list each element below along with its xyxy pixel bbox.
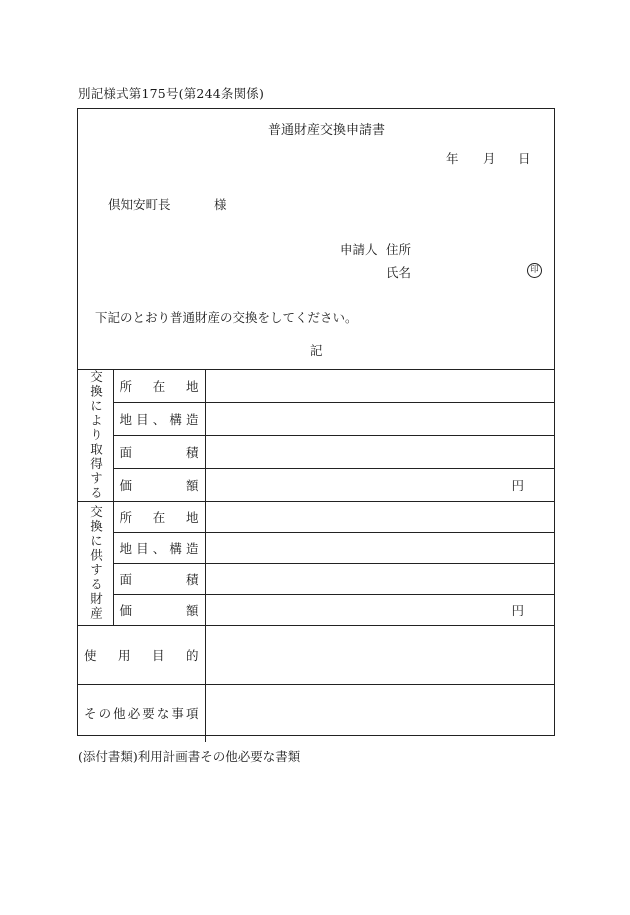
form-title: 普通財産交換申請書: [268, 123, 386, 138]
date-month-label: 月: [483, 151, 496, 166]
table-row: [78, 436, 554, 469]
area-label-cell: [113, 436, 205, 469]
price-label-cell: [113, 594, 205, 625]
acquire-price-value[interactable]: [205, 468, 554, 501]
purpose-label: 使 用 目 的: [84, 647, 199, 663]
yen-unit: 円: [511, 602, 524, 618]
ki-marker: 記: [310, 343, 323, 358]
area-label: 面 積: [119, 444, 199, 460]
property-table: [78, 370, 554, 742]
price-label: 価 額: [119, 602, 199, 618]
date-year-label: 年: [446, 151, 459, 166]
recipient-name: 倶知安町長: [108, 197, 171, 212]
table-row: [78, 468, 554, 501]
purpose-value[interactable]: [205, 625, 554, 684]
acquire-location-value[interactable]: [205, 370, 554, 403]
table-row: [78, 684, 554, 742]
applicant-label: 申請人: [340, 242, 378, 257]
acquire-group-label: 交換により取得する: [88, 370, 104, 501]
acquire-area-value[interactable]: [205, 436, 554, 469]
price-label: 価 額: [119, 477, 199, 493]
acquire-land-category-value[interactable]: [205, 403, 554, 436]
seal-mark-icon: 印: [527, 263, 542, 278]
price-label-cell: [113, 468, 205, 501]
request-statement: 下記のとおり普通財産の交換をしてください。: [95, 310, 358, 325]
location-label: 所 在 地: [119, 509, 199, 525]
form-number: 別記様式第175号(第244条関係): [78, 86, 265, 101]
table-row: [78, 625, 554, 684]
area-label: 面 積: [119, 571, 199, 587]
attachment-note: (添付書類)利用計画書その他必要な書類: [78, 749, 301, 764]
area-label-cell: [113, 563, 205, 594]
yen-unit: 円: [511, 477, 524, 493]
table-row: [78, 532, 554, 563]
provide-land-category-value[interactable]: [205, 532, 554, 563]
date-day-label: 日: [518, 151, 531, 166]
land-category-label: 地 目 、 構 造: [119, 412, 199, 428]
application-form: [77, 108, 555, 736]
address-label: 住所: [386, 242, 412, 257]
form-header: [78, 109, 554, 370]
land-category-label-cell: [113, 403, 205, 436]
provide-area-value[interactable]: [205, 563, 554, 594]
acquire-group-cell: [78, 370, 113, 501]
other-matters-value[interactable]: [205, 684, 554, 742]
provide-group-label: 交換に供する財産: [88, 505, 104, 621]
location-label: 所 在 地: [119, 379, 199, 395]
land-category-label-cell: [113, 532, 205, 563]
provide-price-value[interactable]: [205, 594, 554, 625]
name-label: 氏名: [386, 265, 412, 280]
other-matters-label: そ の 他 必 要 な 事 項: [84, 706, 199, 722]
table-row: [78, 563, 554, 594]
table-row: [78, 501, 554, 532]
recipient-honorific: 様: [214, 197, 227, 212]
purpose-label-cell: [78, 625, 205, 684]
land-category-label: 地 目 、 構 造: [119, 540, 199, 556]
table-row: [78, 594, 554, 625]
table-row: [78, 370, 554, 403]
location-label-cell: [113, 370, 205, 403]
provide-group-cell: [78, 501, 113, 625]
other-matters-label-cell: [78, 684, 205, 742]
location-label-cell: [113, 501, 205, 532]
table-row: [78, 403, 554, 436]
provide-location-value[interactable]: [205, 501, 554, 532]
